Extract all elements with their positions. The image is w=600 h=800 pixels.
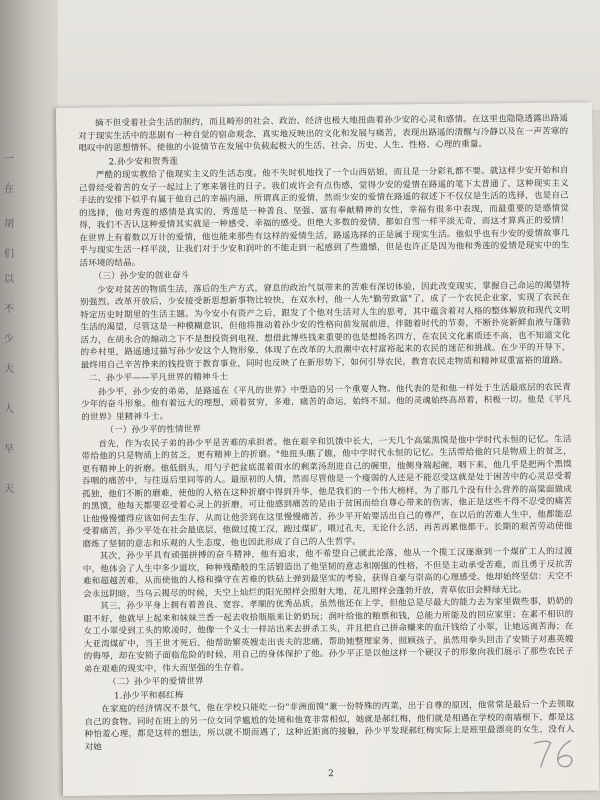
book-spine-edge	[0, 0, 58, 800]
body-paragraph: 摘不但受着社会生活的制约，而且畸形的社会、政治、经济也极大地扭曲着孙少安的心灵和感情。在这里也隐隐透露出路遥对于现实生活中的悲剧有一种自觉的宿命观念，真实地反映出的文化和发展与痛苦，表现出路遥的清醒与冷静以及在一声苦寒的唱叹中的思想情怀。使他的小说情节在发展中负载起极大的生活、社会、历史、人生、性格、心理的重量。	[78, 113, 569, 154]
section-heading: （一）孙少平的性情世界	[105, 424, 202, 436]
edge-char: 早	[4, 444, 14, 455]
edge-char: 一	[4, 154, 14, 165]
body-paragraph: 在家庭的经济情况不景气，他在学校只能吃一份"非洲面馍"兼一份特殊的丙菜，出于自尊的原因，他常常是最后一个去领取自己的食物。同时在班上的另一位女同学尴尬的处境和他竟非常相似，她就是郝红梅，他们就是相遇在学校的南墙根下，都是这种怕羞心理，都是这样的想法，所以就不期而遇了，这种近距离的接触，孙少平发现郝红梅实际上是班里最漂亮的女生，没有人对她	[84, 699, 575, 753]
edge-char: 人	[4, 404, 14, 415]
section-heading: （三）孙少安的创业奋斗	[93, 270, 190, 282]
body-paragraph: 其次，孙少平具有顽强拼搏的奋斗精神，他有追求，他不希望自己就此沦落，他从一个揽工汉逐渐到一个煤矿工人的过渡中，他体会了人生中多少道坎，种种残酷般的生活锻造出了他坚韧的意志和刚强的性格，不但是主动承受苦难，而且勇于反抗苦难和超越苦难，从而使他的人格和操守在苦难的铁砧上弹到最坚实的考验，获得自豪与崇高的心理感受。他却始终坚信：天空不会永远阴暗，当乌云揭尽的时候，天空上灿烂的阳光照样会照射大地，花儿照样会蓬勃开放，青草依旧会鲜绿无比。	[82, 546, 573, 600]
handwritten-mark-76	[531, 737, 581, 772]
section-heading: 二、孙少平——平凡世界的精神斗士	[88, 372, 229, 384]
edge-char: 少	[4, 334, 14, 345]
edge-char: 大	[4, 364, 14, 375]
background-desk	[0, 0, 600, 110]
body-paragraph: 其三，孙少平身上拥有着善良、宽容、孝顺的优秀品质，虽然他还在上学，但他总是尽最大的能力去为家里做些事，奶奶的眼不好，他就早上起来和妹妹兰香一起去收拾瓶瓶来让奶奶玩；润叶给他的粮票和钱，总能力所能及的回应家里；在素不相识的女工小翠受到工头的欺凌时，他像一个义士一样站出来去拼杀工头，并且把自己拼命赚来的血汗钱给了小翠，让她远离苦海；在大亚湾煤矿中，当王世才死后，他帮助繁英嫂走出丧夫的悲痛，帮助她整理家务，照顾孩子，虽然用拳头回击了安锁子对惠英嫂的侮辱，却在安锁子面临危险的时候，用自己的身体保护了他。孙少平正是以他这样一个硬汉子的形象向我们展示了那些农民子弟在艰难的现实中，伟大而坚强的生存着。	[83, 596, 574, 675]
section-heading: 2.孙少安和贺秀莲	[108, 156, 179, 167]
section-heading: 1.孙少平和郝红梅	[114, 690, 184, 701]
document-body	[78, 113, 575, 754]
section-heading: （二）孙少平的爱情世界	[107, 676, 204, 688]
edge-char: 天	[4, 484, 14, 495]
body-paragraph: 孙少平，孙少安的弟弟，是路遥在《平凡的世界》中塑造的另一个重要人物。他代表的是和他一样处于生活最底层的农民青少年的奋斗形象。他有着远大的理想，顽着贫穷，多难，痛苦的命运，始终不屈。他的灵魂始终高昂着，积极一切。他是《平凡的世界》里精神斗士。	[81, 382, 572, 423]
body-paragraph: 严酷的现实教给了他现实主义的生活态度。他不失时机地找了一个山西姑娘，而且是一分彩礼都不要。就这样少安开始和自己曾经受着苦的女子一起过上了寒来暑往的日子。我们或许会有点伤感，觉得少安的爱情在路遥的笔下太普通了，这种现实主义手法的安排下似乎有属于他自己的幸福内涵，所谓真正的爱情，然而少安的爱情在路遥的叙述下不仅仅是生活的选择，也是自己的选择，他对秀莲的感情是真实的，秀莲是一种善良、坚强、富有奉献精神的女性，幸福有很多中表现，而最重要的是感情觉得，我们不否认这种爱情其实就是一种感受、幸福的感受。但绝大多数的爱情，都如自雪一样平淡无奇，而这才算真正的爱情！在世界上有着数以万计的爱情，他也能来那些有这样的爱情生活，路遥选择的正是属于现实生活。他似乎也有少安的爱情故事几乎与现实生活一样平淡，让我们对于少安和润叶的不能走到一起感到了些遗憾，但是也许正是因为他和秀莲的爱情是现实中的生活环境的结晶。	[78, 165, 570, 269]
body-paragraph: 少安对贫苦的物质生活，落后的生产方式，窘息的政治气氛带来的苦难有深切体验，因此改变现实，掌握自己命运的渴望特别强烈。改革开放后，少安接受新思想新事物比较快，在双水村，他一人先"勤劳致富"了，成了一个农民企业家，实现了农民在特定历史时期里的生活主题。为今安小有资产之后，跟发了个他对生活对人生的思考，其中蕴含着对人格的整体解放和现代文明生活的渴望，尽管这是一种模糊意识，但他将推动着孙少安的性格向前发展前进，伴随着时代的节奏，不断扑亮新鲜血液与蓬勃活力，在胡永合的煽动之下不是想投资到电视，想借此博些钱来重要的也是想扬名四方，在农民文化素质还不高，也不知道文化的乡村里，路遥通过描写孙少安这个人物形象，体现了在改革的大浪潮中农村富裕起来的农民的迷茫和挑战。在少平的开导下，最终用自己辛苦挣来的钱投资于教育事业，同时也反映了在新形势下，如何引导农民，教育农民走物质和精神双重富裕的道路。	[79, 280, 571, 371]
edge-char: 不	[4, 304, 14, 315]
edge-char: 以	[4, 274, 14, 285]
page-number: 2	[328, 769, 334, 780]
edge-char: 们	[4, 249, 14, 260]
edge-char: 胡	[4, 219, 14, 230]
body-paragraph: 首先，作为农民子弟的孙少平是苦难的承担者。他在艰辛和饥饿中长大，一天几个高粱黑馍是他中学时代永恒的记忆。生活带给他的只是物质上的贫乏，更有精神上的折磨。"他扭头瞧了瞧，他中学时代永恒的记忆。生活带给他的只是物质上的贫乏，更有精神上的折磨。他低倒头，用勺子把盆底混着雨水的剩菜汤刮进自己的碗里，他侧身端起碗，咽下来，他几乎是把两个黑馍吞咽的痛苦中，与往返后里同等的人。最原初的人情，然而尽管他是一个瘦弱的人还是不能忍受这就是处于困苦中的心灵忍受着孤独，他们不断的磨难，使他的人格在这种折磨中得到升华，他是我们的一个伟大榜样，为了那几个没有什么营养的高粱面做成的黑馍，他每天都要忍受着心灵上的折磨，可让他感到痛苦的是由于贫困而给自尊心带来的伤害，他正是这些不得不忍受的痛苦让他慢慢懂得应该如何去生存，从而让他尝到在这里慢慢痛苦，孙少平开始要活出自己的尊严，在以后的苦难人生中，他都能忍受着痛苦，孙少平处在社会最底层，他做过揽工汉，跑过煤矿，喂过孔夫，无论什么活，再苦再累他都干。长期的艰苦劳动使他磨炼了坚韧的意志和乐观的人生态度，他也因此形成了自己的人生哲学。	[81, 434, 573, 550]
edge-char: 在	[4, 184, 14, 195]
document-page	[56, 102, 599, 796]
